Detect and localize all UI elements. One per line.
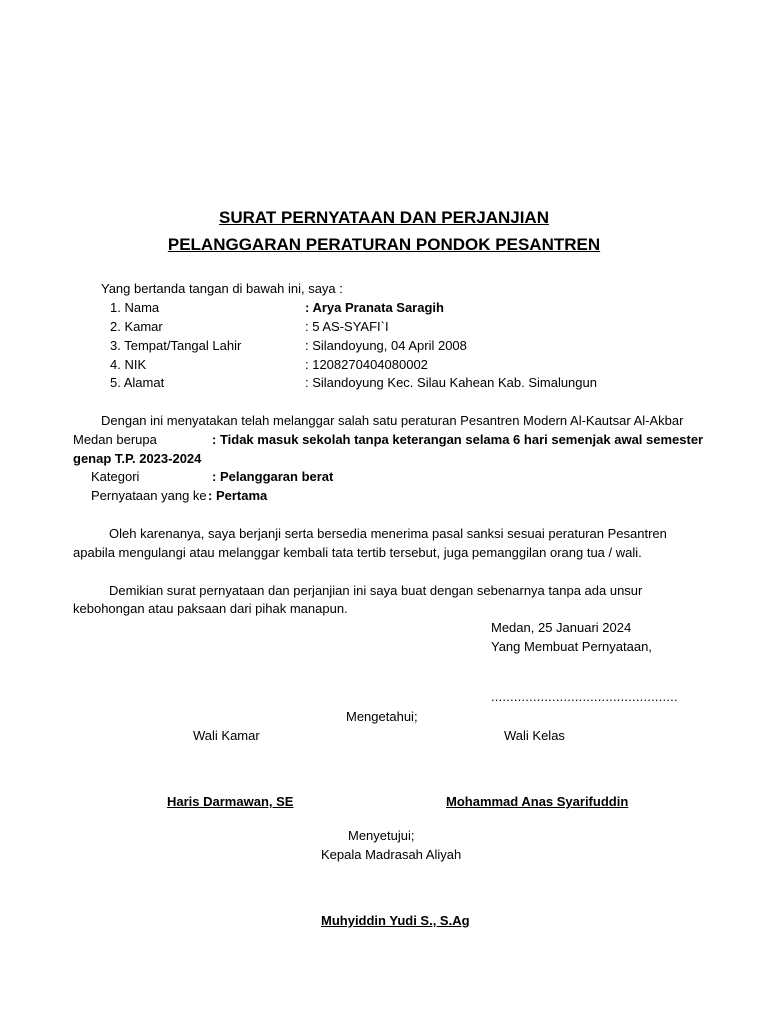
identity-label-address: 5. Alamat xyxy=(110,375,165,390)
promise-line-1: Oleh karenanya, saya berjanji serta bersedia menerima pasal sanksi sesuai peraturan Pesantren xyxy=(109,526,667,541)
head-name: Muhyiddin Yudi S., S.Ag xyxy=(321,913,470,928)
identity-value-nik: : 1208270404080002 xyxy=(305,357,428,372)
head-label: Kepala Madrasah Aliyah xyxy=(321,847,462,862)
identity-value-birth: : Silandoyung, 04 April 2008 xyxy=(305,338,467,353)
violation-line-1: : Tidak masuk sekolah tanpa keterangan selama 6 hari semenjak awal semester xyxy=(212,432,704,447)
promise-line-2: apabila mengulangi atau melanggar kembali tata tertib tersebut, juga pemanggilan orang tua / wali. xyxy=(73,545,642,560)
place-date: Medan, 25 Januari 2024 xyxy=(491,620,632,635)
wali-kelas-name: Mohammad Anas Syarifuddin xyxy=(446,794,629,809)
wali-kamar-label: Wali Kamar xyxy=(193,728,260,743)
count-value: : Pertama xyxy=(208,488,268,503)
identity-label-room: 2. Kamar xyxy=(110,319,163,334)
wali-kelas-label: Wali Kelas xyxy=(504,728,565,743)
intro-text: Yang bertanda tangan di bawah ini, saya : xyxy=(101,281,343,296)
statement-medan-label: Medan berupa xyxy=(73,432,157,447)
identity-label-name: 1. Nama xyxy=(110,300,160,315)
category-value: : Pelanggaran berat xyxy=(212,469,334,484)
category-label: Kategori xyxy=(91,469,140,484)
count-label: Pernyataan yang ke xyxy=(91,488,207,503)
statement-line-1: Dengan ini menyatakan telah melanggar salah satu peraturan Pesantren Modern Al-Kautsar Al-Akbar xyxy=(101,413,684,428)
closing-line-1: Demikian surat pernyataan dan perjanjian ini saya buat dengan sebenarnya tanpa ada unsur xyxy=(109,583,643,598)
title-line-1: SURAT PERNYATAAN DAN PERJANJIAN xyxy=(219,208,549,227)
maker-label: Yang Membuat Pernyataan, xyxy=(491,639,652,654)
identity-value-room: : 5 AS-SYAFI`I xyxy=(305,319,389,334)
acknowledged-label: Mengetahui; xyxy=(346,709,418,724)
identity-value-name: : Arya Pranata Saragih xyxy=(305,300,444,315)
maker-signature-dots: ................................................. xyxy=(491,689,678,704)
violation-line-2: genap T.P. 2023-2024 xyxy=(73,451,202,466)
approved-label: Menyetujui; xyxy=(348,828,415,843)
closing-line-2: kebohongan atau paksaan dari pihak manapun. xyxy=(73,601,348,616)
wali-kamar-name: Haris Darmawan, SE xyxy=(167,794,294,809)
title-line-2: PELANGGARAN PERATURAN PONDOK PESANTREN xyxy=(167,235,601,254)
identity-value-address: : Silandoyung Kec. Silau Kahean Kab. Simalungun xyxy=(305,375,597,390)
identity-label-nik: 4. NIK xyxy=(110,357,147,372)
identity-label-birth: 3. Tempat/Tangal Lahir xyxy=(110,338,242,353)
